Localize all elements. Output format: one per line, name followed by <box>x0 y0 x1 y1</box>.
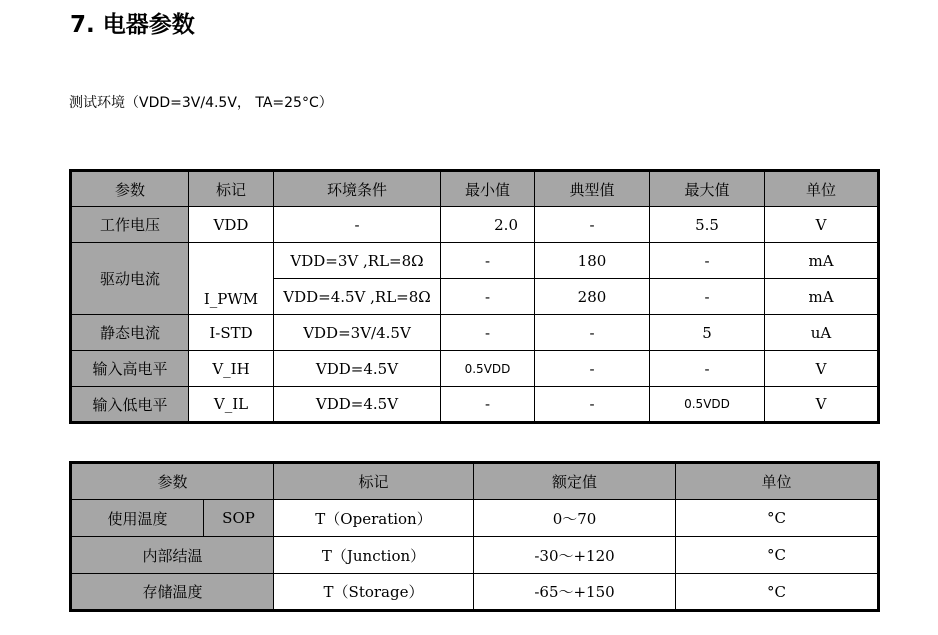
param-cell: 使用温度 <box>71 500 204 537</box>
max-cell: 5.5 <box>650 207 765 243</box>
unit-cell: °C <box>676 537 879 574</box>
condition-cell: - <box>274 207 441 243</box>
symbol-cell: VDD <box>189 207 274 243</box>
table-row <box>71 537 879 574</box>
table-header-row <box>71 463 879 500</box>
min-cell: - <box>441 279 535 315</box>
test-environment: 测试环境（VDD=3V/4.5V， TA=25°C） <box>69 95 333 111</box>
rating-cell: -65～+150 <box>474 574 676 611</box>
table-row <box>71 574 879 611</box>
header-param: 参数 <box>71 171 189 207</box>
param-cell: 输入高电平 <box>71 351 189 387</box>
symbol-cell: T（Junction） <box>274 537 474 574</box>
table-row <box>71 387 879 423</box>
header-unit: 单位 <box>765 171 879 207</box>
unit-cell: mA <box>765 279 879 315</box>
package-cell: SOP <box>204 500 274 537</box>
param-cell: 内部结温 <box>71 537 274 574</box>
unit-cell: °C <box>676 500 879 537</box>
table-row <box>71 315 879 351</box>
condition-cell: VDD=4.5V <box>274 351 441 387</box>
param-cell: 驱动电流 <box>71 243 189 315</box>
table-row <box>71 351 879 387</box>
min-cell: - <box>441 315 535 351</box>
header-symbol: 标记 <box>189 171 274 207</box>
section-title: 7. 电器参数 <box>70 12 195 38</box>
max-cell: - <box>650 243 765 279</box>
condition-cell: VDD=4.5V ,RL=8Ω <box>274 279 441 315</box>
typ-cell: 280 <box>535 279 650 315</box>
typ-cell: - <box>535 207 650 243</box>
typ-cell: 180 <box>535 243 650 279</box>
min-cell: - <box>441 387 535 423</box>
header-condition: 环境条件 <box>274 171 441 207</box>
condition-cell: VDD=3V ,RL=8Ω <box>274 243 441 279</box>
param-cell: 工作电压 <box>71 207 189 243</box>
table-row <box>71 500 879 537</box>
unit-cell: mA <box>765 243 879 279</box>
param-cell: 输入低电平 <box>71 387 189 423</box>
unit-cell: V <box>765 207 879 243</box>
rating-cell: 0～70 <box>474 500 676 537</box>
min-cell: - <box>441 243 535 279</box>
typ-cell: - <box>535 315 650 351</box>
header-param: 参数 <box>71 463 274 500</box>
symbol-cell: V_IL <box>189 387 274 423</box>
max-cell: - <box>650 279 765 315</box>
typ-cell: - <box>535 351 650 387</box>
unit-cell: uA <box>765 315 879 351</box>
min-cell: 0.5VDD <box>441 351 535 387</box>
max-cell: 0.5VDD <box>650 387 765 423</box>
table-header-row <box>71 171 879 207</box>
table-row <box>71 243 879 279</box>
min-cell: 2.0 <box>441 207 535 243</box>
param-cell: 存储温度 <box>71 574 274 611</box>
header-symbol: 标记 <box>274 463 474 500</box>
header-typ: 典型值 <box>535 171 650 207</box>
max-cell: - <box>650 351 765 387</box>
condition-cell: VDD=4.5V <box>274 387 441 423</box>
symbol-cell: T（Storage） <box>274 574 474 611</box>
unit-cell: V <box>765 387 879 423</box>
header-min: 最小值 <box>441 171 535 207</box>
header-unit: 单位 <box>676 463 879 500</box>
symbol-cell: V_IH <box>189 351 274 387</box>
symbol-cell: I-STD <box>189 315 274 351</box>
unit-cell: °C <box>676 574 879 611</box>
typ-cell: - <box>535 387 650 423</box>
table-row <box>71 207 879 243</box>
condition-cell: VDD=3V/4.5V <box>274 315 441 351</box>
unit-cell: V <box>765 351 879 387</box>
max-cell: 5 <box>650 315 765 351</box>
header-rating: 额定值 <box>474 463 676 500</box>
param-cell: 静态电流 <box>71 315 189 351</box>
symbol-cell: T（Operation） <box>274 500 474 537</box>
header-max: 最大值 <box>650 171 765 207</box>
temperature-ratings-table <box>69 461 880 612</box>
electrical-parameters-table <box>69 169 880 424</box>
rating-cell: -30～+120 <box>474 537 676 574</box>
symbol-cell: I_PWM <box>189 243 274 315</box>
